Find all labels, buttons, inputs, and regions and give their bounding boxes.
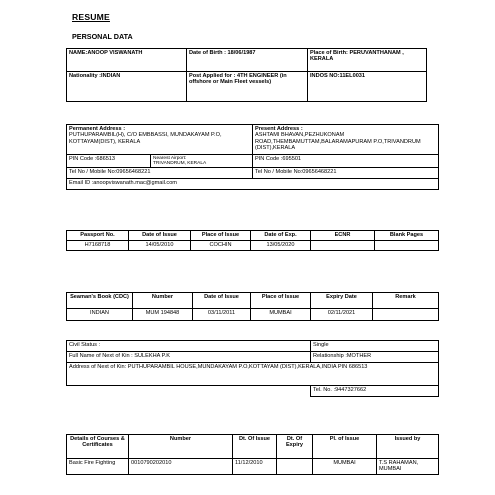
cdc-header-number: Number — [133, 293, 193, 309]
course-number: 0010790202010 — [129, 459, 233, 475]
cdc-place-issue: MUMBAI — [251, 309, 311, 321]
courses-header-number: Number — [129, 435, 233, 459]
next-of-kin-relationship: Relationship :MOTHER — [311, 352, 439, 363]
email-cell: Email ID :anoopviswanath.mac@gmail.com — [67, 179, 439, 190]
passport-header-place-issue: Place of Issue — [191, 231, 251, 241]
cdc-header-remark: Remark — [373, 293, 439, 309]
nearest-airport-value: TRIVANDRUM, KERALA — [153, 161, 207, 167]
next-of-kin-name: Full Name of Next of Kin : SULEKHA P.K — [67, 352, 311, 363]
nationality-cell: Nationality :INDIAN — [67, 72, 187, 102]
passport-header-date-exp: Date of Exp. — [251, 231, 311, 241]
nearest-airport-label: Nearest Airport: — [153, 156, 187, 161]
courses-header-issued-by: Issued by — [377, 435, 439, 459]
name-cell: NAME:ANOOP VISWANATH — [67, 49, 187, 72]
cdc-header-book: Seaman's Book (CDC) — [67, 293, 133, 309]
cdc-table — [66, 292, 439, 321]
indos-cell: INDOS NO:11EL0031 — [308, 72, 427, 102]
cdc-remark — [373, 309, 439, 321]
passport-date-exp: 13/05/2020 — [251, 241, 311, 251]
civil-status-value: Single — [311, 341, 439, 352]
courses-table — [66, 434, 439, 475]
personal-data-heading: PERSONAL DATA — [72, 32, 133, 41]
cdc-date-issue: 03/11/2011 — [193, 309, 251, 321]
course-issued-by: T.S RAHAMAN, MUMBAI — [377, 459, 439, 475]
course-name: Basic Fire Fighting — [67, 459, 129, 475]
next-of-kin-address: Address of Next of Kin: PUTHUPARAMBIL HOUSE,MUNDAKAYAM P.O,KOTTAYAM (DIST),KERALA,INDIA PIN 686513 — [67, 363, 439, 386]
courses-header-place-issue: Pl. of Issue — [313, 435, 377, 459]
passport-header-number: Passport No. — [67, 231, 129, 241]
cdc-book: INDIAN — [67, 309, 133, 321]
passport-place-issue: COCHIN — [191, 241, 251, 251]
cdc-header-expiry: Expiry Date — [311, 293, 373, 309]
cdc-header-place-issue: Place of Issue — [251, 293, 311, 309]
tel-present-cell: Tel No / Mobile No:09656468221 — [253, 168, 439, 179]
course-date-issue: 11/12/2010 — [233, 459, 277, 475]
place-of-birth-cell: Place of Birth: PERUVANTHANAM , KERALA — [308, 49, 427, 72]
passport-header-date-issue: Date of Issue — [129, 231, 191, 241]
nearest-airport-cell — [151, 155, 253, 168]
cdc-header-date-issue: Date of Issue — [193, 293, 251, 309]
tel-permanent-cell: Tel No / Mobile No:09656468221 — [67, 168, 253, 179]
passport-header-ecnr: ECNR — [311, 231, 375, 241]
passport-ecnr — [311, 241, 375, 251]
courses-header-details: Details of Courses & Certificates — [67, 435, 129, 459]
cdc-expiry: 02/11/2021 — [311, 309, 373, 321]
present-address-text: ASHTAMI BHAVAN,PEZHUKONAM ROAD,THEMBAMUTTAM,BALARAMAPURAM P.O,TRIVANDRUM (DIST),KERALA — [255, 132, 421, 151]
pin-permanent-cell: PIN Code :686513 — [67, 155, 151, 168]
passport-date-issue: 14/05/2010 — [129, 241, 191, 251]
passport-table — [66, 230, 439, 251]
course-date-expiry — [277, 459, 313, 475]
passport-blank-pages — [375, 241, 439, 251]
permanent-address-text: PUTHUPARAMBIL(H), C/O EMBBASSI, MUNDAKAYAM P.O, KOTTAYAM(DIST), KERALA — [69, 132, 222, 145]
dob-cell: Date of Birth : 18/06/1987 — [187, 49, 308, 72]
present-address-cell — [253, 125, 439, 155]
post-applied-cell: Post Applied for : 4TH ENGINEER (in offshore or Main Fleet vessels) — [187, 72, 308, 102]
next-of-kin-tel: Tel. No. :9447327662 — [311, 386, 439, 397]
address-table — [66, 124, 439, 190]
course-place-issue: MUMBAI — [313, 459, 377, 475]
cdc-number: MUM 194848 — [133, 309, 193, 321]
permanent-address-cell — [67, 125, 253, 155]
personal-data-table — [66, 48, 427, 102]
courses-header-date-expiry: Dt. Of Expiry — [277, 435, 313, 459]
passport-header-blank-pages: Blank Pages — [375, 231, 439, 241]
civil-status-table — [66, 340, 439, 397]
courses-header-date-issue: Dt. Of Issue — [233, 435, 277, 459]
civil-status-label: Civil Status : — [67, 341, 311, 352]
permanent-address-title: Permanent Address : — [69, 126, 126, 132]
pin-present-cell: PIN Code :695501 — [253, 155, 439, 168]
present-address-title: Present Address : — [255, 126, 303, 132]
resume-title: RESUME — [72, 12, 110, 22]
passport-number: H7168718 — [67, 241, 129, 251]
kin-tel-spacer — [67, 386, 311, 397]
